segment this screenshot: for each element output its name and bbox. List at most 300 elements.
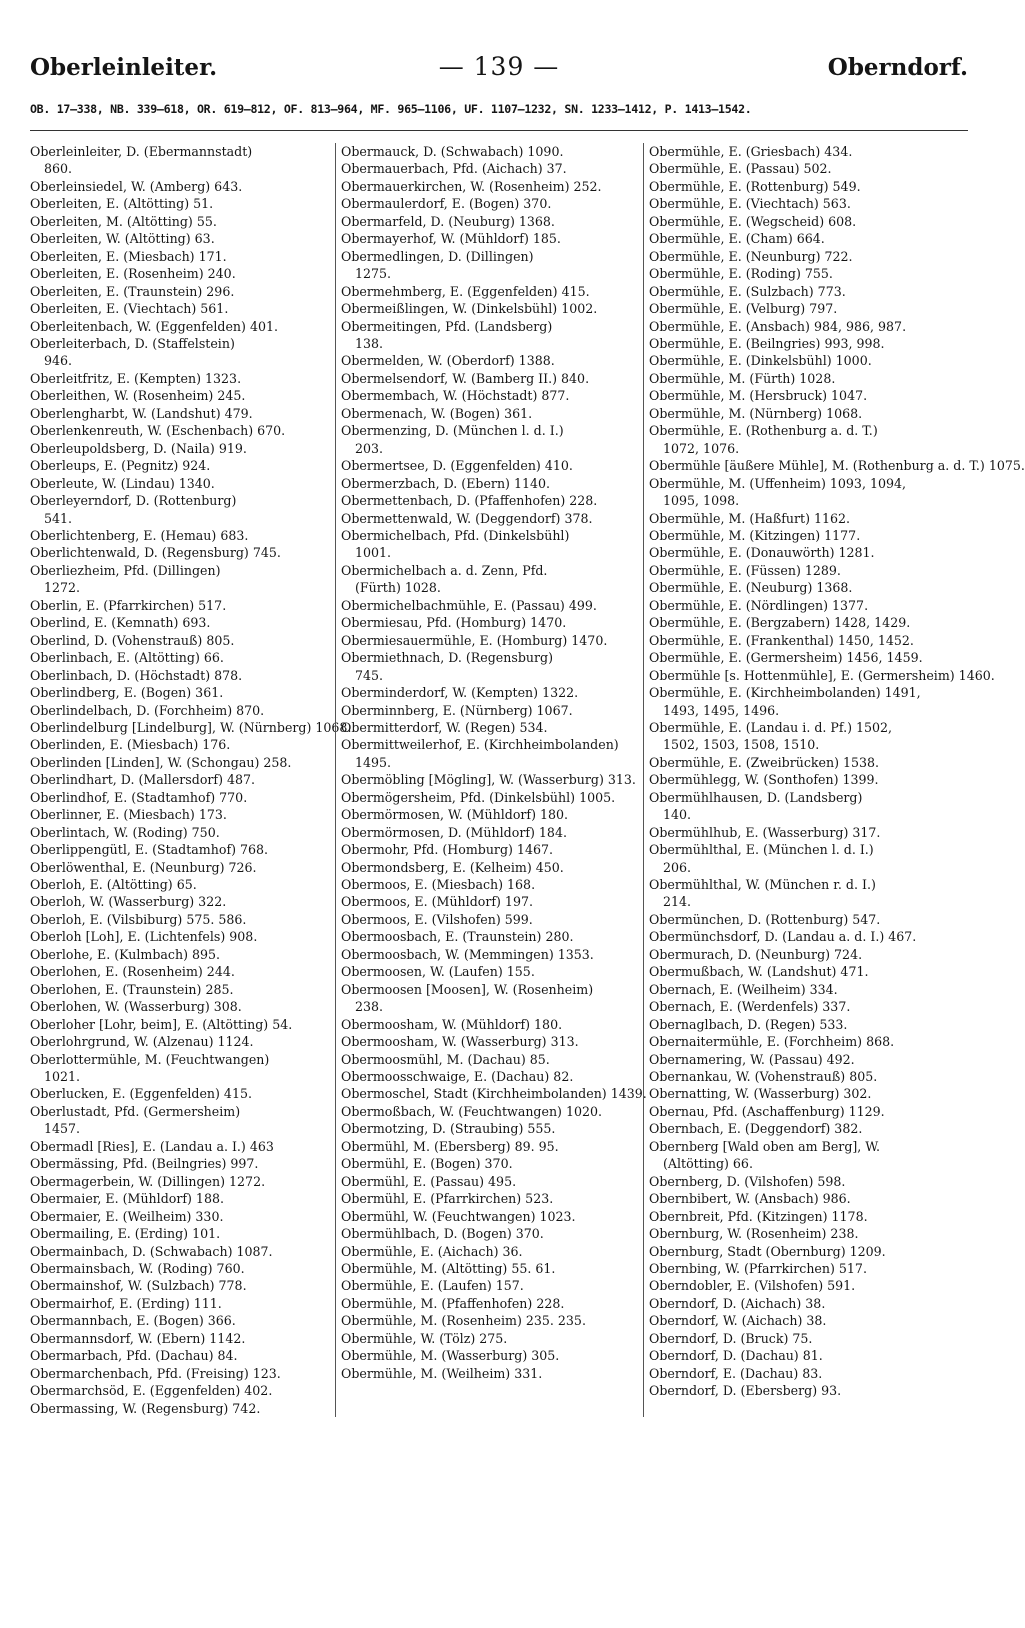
- entry-line: Obermadl [Ries], E. (Landau a. I.) 463: [30, 1138, 274, 1154]
- index-entry: [30, 597, 332, 614]
- entry-line: Obernankau, W. (Vohenstrauß) 805.: [649, 1069, 878, 1085]
- entry-line: Oberleiten, E. (Altötting) 51.: [30, 196, 214, 212]
- index-entry: [649, 667, 995, 684]
- entry-line: Oberlohe, E. (Kulmbach) 895.: [30, 946, 221, 962]
- column-1: [30, 143, 352, 1417]
- entry-line: Oberlinner, E. (Miesbach) 173.: [30, 807, 227, 823]
- entry-line: Oberlinbach, E. (Altötting) 66.: [30, 650, 224, 666]
- entry-line: Oberloh, E. (Vilsbiburg) 575. 586.: [30, 911, 247, 927]
- index-entry: [341, 1225, 640, 1242]
- index-entry: [341, 195, 640, 212]
- index-entry: [649, 649, 963, 666]
- entry-line: Oberloh, E. (Altötting) 65.: [30, 877, 197, 893]
- entry-line: Obermühle, E. (Passau) 502.: [649, 161, 832, 177]
- entry-line: Oberleiten, E. (Miesbach) 171.: [30, 248, 227, 264]
- entry-line: Obermühle, E. (Ansbach) 984, 986, 987.: [649, 318, 907, 334]
- index-entry: [649, 265, 963, 282]
- index-entry: [649, 754, 963, 771]
- entry-line: Obermühle, E. (Aichach) 36.: [341, 1243, 523, 1259]
- entry-line: Obernach, E. (Werdenfels) 337.: [649, 999, 851, 1015]
- entry-line: Obermailing, E. (Erding) 101.: [30, 1226, 221, 1242]
- entry-line: Obermoosham, W. (Mühldorf) 180.: [341, 1016, 563, 1032]
- entry-line: Oberlohen, E. (Rosenheim) 244.: [30, 964, 235, 980]
- index-entry: [649, 1051, 963, 1068]
- entry-line: Obermühle, E. (Griesbach) 434.: [649, 144, 853, 159]
- entry-line: Obermühl, E. (Passau) 495.: [341, 1173, 517, 1189]
- index-entry: [341, 876, 640, 893]
- entry-line: Obermarchenbach, Pfd. (Freising) 123.: [30, 1365, 281, 1381]
- index-entry: [649, 143, 963, 160]
- entry-continuation: 1502, 1503, 1508, 1510.: [663, 737, 820, 753]
- index-entry: [649, 178, 963, 195]
- index-entry: [649, 719, 963, 754]
- entry-line: Obermaulerdorf, E. (Bogen) 370.: [341, 196, 552, 212]
- entry-line: Oberlinden, E. (Miesbach) 176.: [30, 737, 231, 753]
- index-entry: [341, 1103, 640, 1120]
- index-entry: [30, 1016, 332, 1033]
- entry-line: Obermühle, M. (Kitzingen) 1177.: [649, 527, 861, 543]
- entry-line: Obermeitingen, Pfd. (Landsberg): [341, 318, 553, 334]
- entry-line: Obermühle, M. (Nürnberg) 1068.: [649, 405, 863, 421]
- index-entry: [649, 1016, 963, 1033]
- entry-line: Oberleithen, W. (Rosenheim) 245.: [30, 388, 246, 404]
- index-entry: [649, 981, 963, 998]
- entry-line: Obermöbling [Mögling], W. (Wasserburg) 313.: [341, 772, 636, 788]
- index-entry: [341, 300, 640, 317]
- index-entry: [30, 335, 332, 370]
- entry-line: Oberleiten, E. (Viechtach) 561.: [30, 301, 229, 317]
- index-entry: [649, 1208, 963, 1225]
- entry-line: Oberminderdorf, W. (Kempten) 1322.: [341, 685, 579, 701]
- index-entry: [649, 911, 963, 928]
- index-entry: [30, 1382, 332, 1399]
- index-entry: [341, 283, 640, 300]
- index-entry: [30, 457, 332, 474]
- entry-line: Obermühl, W. (Feuchtwangen) 1023.: [341, 1208, 576, 1224]
- entry-line: Oberloh [Loh], E. (Lichtenfels) 908.: [30, 929, 258, 945]
- entry-line: Obermondsberg, E. (Kelheim) 450.: [341, 859, 564, 875]
- entry-line: Obermagerbein, W. (Dillingen) 1272.: [30, 1173, 266, 1189]
- entry-line: Obermühle, M. (Altötting) 55. 61.: [341, 1261, 556, 1276]
- index-entry: [341, 736, 640, 771]
- index-entry: [649, 300, 963, 317]
- index-entry: [649, 1243, 963, 1260]
- index-entry: [649, 160, 963, 177]
- entry-line: Oberlinbach, D. (Höchstadt) 878.: [30, 667, 243, 683]
- index-entry: [649, 213, 963, 230]
- entry-line: Obermoosbach, E. (Traunstein) 280.: [341, 929, 574, 945]
- entry-line: Obermoos, E. (Miesbach) 168.: [341, 877, 536, 893]
- index-entry: [341, 213, 640, 230]
- index-entry: [341, 1085, 647, 1102]
- entry-line: Oberndorf, W. (Aichach) 38.: [649, 1313, 827, 1329]
- entry-line: Obermiesau, Pfd. (Homburg) 1470.: [341, 615, 567, 631]
- entry-line: Oberlengharbt, W. (Landshut) 479.: [30, 405, 253, 421]
- index-entry: [30, 1033, 332, 1050]
- entry-line: Obermedlingen, D. (Dillingen): [341, 248, 534, 264]
- index-entry: [649, 1120, 963, 1137]
- index-entry: [30, 248, 332, 265]
- entry-line: Obermühle, E. (Cham) 664.: [649, 231, 825, 247]
- index-entry: [30, 1051, 332, 1086]
- index-entry: [649, 1382, 963, 1399]
- entry-line: Oberlottermühle, M. (Feuchtwangen): [30, 1051, 270, 1067]
- header-rule: [30, 130, 968, 131]
- index-entry: [649, 387, 963, 404]
- entry-line: Obermiesauermühle, E. (Homburg) 1470.: [341, 632, 608, 648]
- index-entry: [649, 248, 963, 265]
- index-entry: [30, 1243, 332, 1260]
- entry-line: Obernbach, E. (Deggendorf) 382.: [649, 1121, 863, 1137]
- entry-line: Obermichelbach a. d. Zenn, Pfd.: [341, 562, 548, 578]
- entry-line: Obermertsee, D. (Eggenfelden) 410.: [341, 458, 573, 474]
- index-entry: [341, 1330, 640, 1347]
- entry-line: Obermühlhausen, D. (Landsberg): [649, 789, 863, 805]
- entry-line: Obermühle, E. (Zweibrücken) 1538.: [649, 754, 880, 770]
- index-entry: [341, 824, 640, 841]
- entry-line: Oberlin, E. (Pfarrkirchen) 517.: [30, 597, 227, 613]
- index-entry: [649, 946, 963, 963]
- entry-line: Obermoßbach, W. (Feuchtwangen) 1020.: [341, 1103, 603, 1119]
- index-entry: [341, 1190, 640, 1207]
- index-entry: [341, 632, 640, 649]
- index-entry: [30, 195, 332, 212]
- index-entry: [341, 510, 640, 527]
- entry-line: Oberndorf, D. (Ebersberg) 93.: [649, 1383, 842, 1399]
- entry-line: Obermühlthal, E. (München l. d. I.): [649, 842, 874, 858]
- entry-line: Oberndorf, D. (Bruck) 75.: [649, 1330, 813, 1346]
- index-entry: [30, 771, 332, 788]
- entry-continuation: 1457.: [44, 1121, 81, 1137]
- index-entry: [341, 963, 640, 980]
- entry-line: Oberlindelbach, D. (Forchheim) 870.: [30, 702, 265, 718]
- entry-line: Obermoos, E. (Vilshofen) 599.: [341, 911, 533, 927]
- entry-line: Obermühle, E. (Sulzbach) 773.: [649, 283, 846, 299]
- entry-line: Obermühl, E. (Pfarrkirchen) 523.: [341, 1191, 554, 1207]
- entry-continuation: 1275.: [355, 266, 392, 282]
- entry-line: Oberloher [Lohr, beim], E. (Altötting) 54.: [30, 1016, 293, 1032]
- entry-line: Obermühle, E. (Kirchheimbolanden) 1491,: [649, 685, 921, 701]
- index-entry: [30, 143, 332, 178]
- index-columns: [30, 143, 1025, 1417]
- index-entry: [649, 824, 963, 841]
- entry-line: Obermerzbach, D. (Ebern) 1140.: [341, 475, 551, 491]
- entry-line: Obermühle, E. (Neunburg) 722.: [649, 248, 853, 264]
- entry-line: Obermühle, E. (Frankenthal) 1450, 1452.: [649, 632, 914, 648]
- entry-line: Obermühle, E. (Neuburg) 1368.: [649, 580, 853, 596]
- entry-line: Obernbing, W. (Pfarrkirchen) 517.: [649, 1261, 867, 1276]
- entry-line: Obermenach, W. (Bogen) 361.: [341, 405, 533, 421]
- entry-line: Obermaier, E. (Mühldorf) 188.: [30, 1191, 224, 1207]
- entry-line: Obermühle, E. (Wegscheid) 608.: [649, 213, 857, 229]
- index-entry: [30, 859, 332, 876]
- entry-continuation: 1021.: [44, 1069, 81, 1085]
- index-entry: [341, 318, 640, 353]
- entry-line: Obermotzing, D. (Straubing) 555.: [341, 1121, 556, 1137]
- entry-line: Oberlohrgrund, W. (Alzenau) 1124.: [30, 1034, 254, 1050]
- entry-line: Oberleiten, M. (Altötting) 55.: [30, 213, 217, 229]
- index-entry: [649, 684, 963, 719]
- entry-line: Obermauck, D. (Schwabach) 1090.: [341, 144, 564, 159]
- index-entry: [30, 370, 332, 387]
- entry-line: Obermühle, E. (Viechtach) 563.: [649, 196, 851, 212]
- index-entry: [341, 527, 640, 562]
- index-entry: [30, 440, 332, 457]
- index-entry: [30, 1347, 332, 1364]
- entry-line: Obermühle, E. (Dinkelsbühl) 1000.: [649, 353, 872, 369]
- entry-line: Oberleups, E. (Pegnitz) 924.: [30, 458, 211, 474]
- index-entry: [341, 248, 640, 283]
- entry-line: Obermühle, M. (Weilheim) 331.: [341, 1365, 543, 1381]
- index-entry: [341, 352, 640, 369]
- entry-line: Obermühle, M. (Hersbruck) 1047.: [649, 388, 868, 404]
- entry-line: Obermühle, M. (Uffenheim) 1093, 1094,: [649, 475, 907, 491]
- index-entry: [30, 300, 332, 317]
- entry-line: Obermühle, M. (Pfaffenhofen) 228.: [341, 1295, 565, 1311]
- index-entry: [30, 789, 332, 806]
- index-entry: [30, 632, 332, 649]
- entry-line: Obermoosen [Moosen], W. (Rosenheim): [341, 981, 594, 997]
- index-entry: [30, 719, 352, 736]
- entry-continuation: 1493, 1495, 1496.: [663, 702, 780, 718]
- entry-line: Obermühle, E. (Rothenburg a. d. T.): [649, 423, 878, 439]
- index-entry: [341, 1155, 640, 1172]
- index-entry: [649, 1277, 963, 1294]
- column-3: [643, 143, 1025, 1417]
- index-entry: [341, 1243, 640, 1260]
- index-entry: [341, 230, 640, 247]
- index-entry: [649, 614, 963, 631]
- index-entry: [649, 1260, 963, 1277]
- entry-continuation: 1072, 1076.: [663, 440, 740, 456]
- index-entry: [30, 667, 332, 684]
- index-entry: [649, 457, 1025, 474]
- entry-continuation: 1495.: [355, 754, 392, 770]
- entry-line: Obernburg, W. (Rosenheim) 238.: [649, 1226, 859, 1242]
- entry-line: Obermichelbachmühle, E. (Passau) 499.: [341, 597, 597, 613]
- entry-line: Obernau, Pfd. (Aschaffenburg) 1129.: [649, 1103, 885, 1119]
- index-entry: [30, 544, 332, 561]
- index-entry: [30, 684, 332, 701]
- index-entry: [649, 370, 963, 387]
- index-entry: [649, 1138, 963, 1173]
- entry-line: Oberlindberg, E. (Bogen) 361.: [30, 685, 224, 701]
- entry-line: Obermembach, W. (Höchstadt) 877.: [341, 388, 570, 404]
- index-entry: [30, 702, 332, 719]
- entry-line: Oberlippengütl, E. (Stadtamhof) 768.: [30, 842, 269, 858]
- page-number: — 139 —: [438, 52, 560, 81]
- entry-line: Obermainsbach, W. (Roding) 760.: [30, 1261, 245, 1276]
- entry-line: Obermarchsöd, E. (Eggenfelden) 402.: [30, 1383, 273, 1399]
- entry-line: Obermitterdorf, W. (Regen) 534.: [341, 719, 548, 735]
- entry-line: Obermannsdorf, W. (Ebern) 1142.: [30, 1330, 246, 1346]
- index-entry: [341, 649, 640, 684]
- abbreviation-line: OB. 17—338, NB. 339—618, OR. 619—812, OF. 813—964, MF. 965—1106, UF. 1107—1232, SN. 1233—1412, P. 1413—1542.: [30, 102, 752, 116]
- index-entry: [341, 1033, 640, 1050]
- index-entry: [341, 597, 640, 614]
- index-entry: [649, 510, 963, 527]
- index-entry: [649, 1103, 963, 1120]
- index-entry: [649, 771, 963, 788]
- entry-continuation: 214.: [663, 894, 692, 910]
- index-entry: [30, 1173, 332, 1190]
- entry-line: Obermörmosen, W. (Mühldorf) 180.: [341, 807, 569, 823]
- column-2: [335, 143, 647, 1417]
- index-entry: [649, 544, 963, 561]
- index-entry: [341, 475, 640, 492]
- entry-line: Obermühlthal, W. (München r. d. I.): [649, 877, 876, 893]
- entry-line: Obermairhof, E. (Erding) 111.: [30, 1295, 222, 1311]
- index-entry: [341, 422, 640, 457]
- index-entry: [30, 1155, 332, 1172]
- entry-line: Oberleitenbach, W. (Eggenfelden) 401.: [30, 318, 278, 334]
- index-entry: [341, 771, 640, 788]
- index-entry: [649, 283, 963, 300]
- index-entry: [341, 387, 640, 404]
- running-head-left: Oberleinleiter.: [30, 54, 218, 81]
- entry-line: Obermettenwald, W. (Deggendorf) 378.: [341, 510, 593, 526]
- index-entry: [341, 1138, 640, 1155]
- entry-line: Obermühle, E. (Velburg) 797.: [649, 301, 838, 317]
- index-entry: [341, 1295, 640, 1312]
- entry-line: Oberndorf, D. (Dachau) 81.: [649, 1348, 823, 1364]
- entry-line: Obermelden, W. (Oberdorf) 1388.: [341, 353, 555, 369]
- index-entry: [649, 1347, 963, 1364]
- entry-line: Obermühlhub, E. (Wasserburg) 317.: [649, 824, 881, 840]
- index-entry: [30, 893, 332, 910]
- entry-line: Obermauerbach, Pfd. (Aichach) 37.: [341, 161, 567, 177]
- index-entry: [30, 1260, 332, 1277]
- entry-line: Obermainbach, D. (Schwabach) 1087.: [30, 1243, 273, 1259]
- entry-line: Obermoosen, W. (Laufen) 155.: [341, 964, 535, 980]
- entry-line: Obermohr, Pfd. (Homburg) 1467.: [341, 842, 553, 858]
- entry-line: Obermoschel, Stadt (Kirchheimbolanden) 1439.: [341, 1086, 647, 1102]
- index-entry: [341, 405, 640, 422]
- index-entry: [30, 318, 332, 335]
- entry-line: Obernberg, D. (Vilshofen) 598.: [649, 1173, 846, 1189]
- entry-line: Oberleupoldsberg, D. (Naila) 919.: [30, 440, 247, 456]
- index-entry: [649, 632, 963, 649]
- index-entry: [649, 597, 963, 614]
- entry-line: Obermoos, E. (Mühldorf) 197.: [341, 894, 533, 910]
- index-entry: [30, 946, 332, 963]
- index-entry: [30, 998, 332, 1015]
- entry-continuation: 203.: [355, 440, 384, 456]
- index-entry: [30, 492, 332, 527]
- index-entry: [30, 963, 332, 980]
- index-entry: [30, 824, 332, 841]
- entry-line: Oberleyerndorf, D. (Rottenburg): [30, 493, 237, 509]
- entry-continuation: 1095, 1098.: [663, 493, 740, 509]
- index-entry: [341, 789, 640, 806]
- index-entry: [649, 1225, 963, 1242]
- entry-continuation: 140.: [663, 807, 692, 823]
- entry-line: Obermauerkirchen, W. (Rosenheim) 252.: [341, 178, 602, 194]
- entry-line: Obermühle, M. (Rosenheim) 235. 235.: [341, 1313, 586, 1329]
- entry-line: Obernaitermühle, E. (Forchheim) 868.: [649, 1034, 895, 1050]
- index-entry: [30, 1225, 332, 1242]
- entry-line: Oberlenkenreuth, W. (Eschenbach) 670.: [30, 423, 286, 439]
- index-entry: [341, 893, 640, 910]
- index-entry: [649, 422, 963, 457]
- entry-line: Obermarbach, Pfd. (Dachau) 84.: [30, 1348, 238, 1364]
- entry-line: Obermurach, D. (Neunburg) 724.: [649, 946, 863, 962]
- entry-line: Obermühle, W. (Tölz) 275.: [341, 1330, 508, 1346]
- index-entry: [649, 1190, 963, 1207]
- entry-line: Obermußbach, W. (Landshut) 471.: [649, 964, 869, 980]
- entry-line: Obernburg, Stadt (Obernburg) 1209.: [649, 1243, 886, 1259]
- index-entry: [649, 1365, 963, 1382]
- index-entry: [649, 335, 963, 352]
- entry-continuation: 138.: [355, 335, 384, 351]
- index-entry: [649, 527, 963, 544]
- index-entry: [649, 1295, 963, 1312]
- index-entry: [649, 998, 963, 1015]
- entry-line: Obermelsendorf, W. (Bamberg II.) 840.: [341, 370, 590, 386]
- index-entry: [341, 178, 640, 195]
- entry-line: Obermühle [äußere Mühle], M. (Rothenburg a. d. T.) 1075.: [649, 458, 1025, 474]
- entry-line: Obermoosbach, W. (Memmingen) 1353.: [341, 946, 594, 962]
- index-entry: [30, 928, 332, 945]
- entry-line: Oberndorf, E. (Dachau) 83.: [649, 1365, 823, 1381]
- index-entry: [341, 702, 640, 719]
- index-entry: [341, 1051, 640, 1068]
- index-entry: [341, 1173, 640, 1190]
- entry-line: Obernatting, W. (Wasserburg) 302.: [649, 1086, 872, 1102]
- index-entry: [341, 1208, 640, 1225]
- index-entry: [341, 160, 640, 177]
- entry-line: Obermenzing, D. (München l. d. I.): [341, 423, 564, 439]
- index-entry: [30, 527, 332, 544]
- entry-line: Obermühle, E. (Füssen) 1289.: [649, 562, 841, 578]
- entry-line: Oberlindhart, D. (Mallersdorf) 487.: [30, 772, 256, 788]
- entry-line: Obermiethnach, D. (Regensburg): [341, 650, 554, 666]
- index-entry: [30, 1312, 332, 1329]
- index-entry: [341, 806, 640, 823]
- entry-line: Obermühle, E. (Landau i. d. Pf.) 1502,: [649, 719, 893, 735]
- index-entry: [341, 1016, 640, 1033]
- entry-line: Oberleinleiter, D. (Ebermannstadt): [30, 144, 253, 159]
- index-entry: [649, 1173, 963, 1190]
- index-entry: [341, 911, 640, 928]
- index-entry: [649, 1033, 963, 1050]
- index-entry: [341, 1260, 640, 1277]
- index-entry: [649, 928, 963, 945]
- entry-line: Oberlucken, E. (Eggenfelden) 415.: [30, 1086, 252, 1102]
- entry-line: Oberlindhof, E. (Stadtamhof) 770.: [30, 789, 248, 805]
- entry-line: Oberlind, E. (Kemnath) 693.: [30, 615, 211, 631]
- index-entry: [30, 754, 332, 771]
- entry-line: Obermühle, M. (Haßfurt) 1162.: [649, 510, 851, 526]
- entry-line: Oberleiten, E. (Rosenheim) 240.: [30, 266, 236, 282]
- index-entry: [341, 370, 640, 387]
- index-entry: [341, 1068, 640, 1085]
- index-entry: [30, 981, 332, 998]
- entry-line: Obermehmberg, E. (Eggenfelden) 415.: [341, 283, 590, 299]
- index-entry: [341, 1347, 640, 1364]
- entry-line: Obernberg [Wald oben am Berg], W.: [649, 1138, 881, 1154]
- index-entry: [649, 876, 963, 911]
- entry-line: Obermettenbach, D. (Pfaffenhofen) 228.: [341, 493, 598, 509]
- entry-line: Oberndorf, D. (Aichach) 38.: [649, 1295, 826, 1311]
- index-entry: [649, 841, 963, 876]
- index-entry: [341, 614, 640, 631]
- entry-line: Obermühle, M. (Wasserburg) 305.: [341, 1348, 560, 1364]
- entry-continuation: (Altötting) 66.: [663, 1156, 753, 1172]
- page-header: [30, 52, 968, 90]
- entry-line: Obernaglbach, D. (Regen) 533.: [649, 1016, 848, 1032]
- entry-line: Obermichelbach, Pfd. (Dinkelsbühl): [341, 527, 570, 543]
